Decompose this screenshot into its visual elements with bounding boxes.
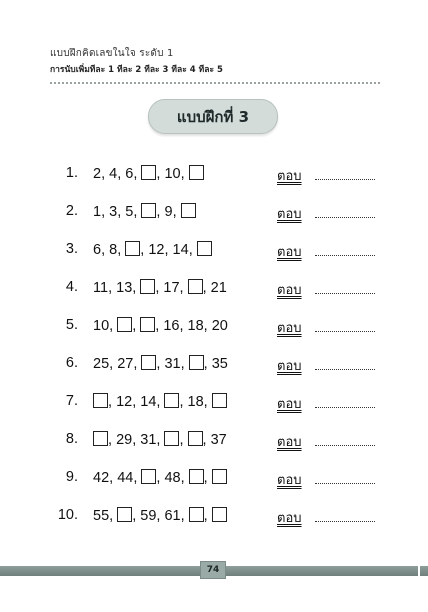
problem-number: 4. <box>65 279 78 295</box>
exercise-title: แบบฝึกที่ 3 <box>148 99 278 134</box>
sequence-separator: , <box>117 166 126 182</box>
answer-label: ตอบ <box>277 434 302 449</box>
blank-answer-box[interactable] <box>197 241 212 256</box>
sequence-separator: , <box>156 356 165 372</box>
problem-row <box>0 315 428 337</box>
answer-line[interactable] <box>315 179 375 180</box>
sequence-separator: , <box>203 394 212 410</box>
answer-label: ตอบ <box>277 472 302 487</box>
sequence-number: 3 <box>109 204 118 220</box>
sequence-separator: , <box>133 356 142 372</box>
sequence-number: 55 <box>93 508 110 524</box>
sequence-separator: , <box>203 318 212 334</box>
blank-answer-box[interactable] <box>140 279 155 294</box>
sequence-separator: , <box>180 166 189 182</box>
header-divider <box>50 82 380 84</box>
sequence-separator: , <box>179 394 188 410</box>
answer-label: ตอบ <box>277 206 302 221</box>
answer-label: ตอบ <box>277 320 302 335</box>
sequence-number: 10 <box>93 318 110 334</box>
sequence-number: 12 <box>148 242 165 258</box>
sequence-number: 8 <box>109 242 118 258</box>
number-sequence <box>93 279 227 296</box>
blank-answer-box[interactable] <box>212 393 227 408</box>
answer-line[interactable] <box>315 217 375 218</box>
sequence-separator: , <box>203 356 212 372</box>
sequence-number: 27 <box>117 356 134 372</box>
number-sequence <box>93 203 196 220</box>
sequence-separator: , <box>132 394 141 410</box>
answer-line[interactable] <box>315 521 375 522</box>
sequence-separator: , <box>101 204 110 220</box>
number-sequence <box>93 431 227 448</box>
answer-line[interactable] <box>315 407 375 408</box>
sequence-separator: , <box>164 242 173 258</box>
blank-answer-box[interactable] <box>189 507 204 522</box>
sequence-number: 1 <box>93 204 102 220</box>
sequence-number: 16 <box>163 318 180 334</box>
number-sequence <box>93 393 227 410</box>
header-series-title: แบบฝึกคิดเลขในใจ ระดับ 1 <box>50 48 174 59</box>
sequence-separator: , <box>172 204 181 220</box>
problem-number: 7. <box>65 393 78 409</box>
problem-row <box>0 201 428 223</box>
sequence-number: 17 <box>163 280 180 296</box>
sequence-separator: , <box>180 356 189 372</box>
sequence-number: 6 <box>125 166 134 182</box>
sequence-separator: , <box>117 242 126 258</box>
sequence-number: 5 <box>125 204 134 220</box>
answer-line[interactable] <box>315 255 375 256</box>
answer-line[interactable] <box>315 369 375 370</box>
answer-label: ตอบ <box>277 510 302 525</box>
blank-answer-box[interactable] <box>117 317 132 332</box>
sequence-separator: , <box>101 242 110 258</box>
sequence-number: 2 <box>93 166 102 182</box>
problem-row <box>0 277 428 299</box>
sequence-number: 42 <box>93 470 110 486</box>
blank-answer-box[interactable] <box>141 165 156 180</box>
sequence-number: 48 <box>164 470 181 486</box>
sequence-separator: , <box>180 470 189 486</box>
number-sequence <box>93 355 228 372</box>
sequence-separator: , <box>156 508 165 524</box>
sequence-separator: , <box>156 432 165 448</box>
sequence-separator: , <box>109 356 118 372</box>
number-sequence <box>93 241 212 258</box>
problem-row <box>0 163 428 185</box>
sequence-separator: , <box>108 432 117 448</box>
answer-line[interactable] <box>315 331 375 332</box>
answer-label: ตอบ <box>277 396 302 411</box>
sequence-separator: , <box>140 242 149 258</box>
sequence-separator: , <box>188 242 197 258</box>
problem-number: 5. <box>65 317 78 333</box>
problem-row <box>0 467 428 489</box>
problem-number: 3. <box>65 241 78 257</box>
problem-number: 9. <box>65 469 78 485</box>
sequence-separator: , <box>180 508 189 524</box>
blank-answer-box[interactable] <box>188 431 203 446</box>
sequence-separator: , <box>155 280 164 296</box>
sequence-number: 11 <box>93 280 109 296</box>
number-sequence <box>93 469 227 486</box>
sequence-separator: , <box>132 280 141 296</box>
blank-answer-box[interactable] <box>141 355 156 370</box>
blank-answer-box[interactable] <box>212 507 227 522</box>
blank-answer-box[interactable] <box>189 469 204 484</box>
sequence-separator: , <box>109 470 118 486</box>
blank-answer-box[interactable] <box>141 203 156 218</box>
blank-answer-box[interactable] <box>141 469 156 484</box>
sequence-number: 31 <box>164 356 181 372</box>
sequence-number: 12 <box>116 394 133 410</box>
blank-answer-box[interactable] <box>93 393 108 408</box>
problem-number: 1. <box>65 165 78 181</box>
sequence-number: 10 <box>164 166 181 182</box>
sequence-number: 13 <box>116 280 133 296</box>
problem-number: 10. <box>57 507 78 523</box>
sequence-separator: , <box>132 318 141 334</box>
sequence-separator: , <box>117 204 126 220</box>
blank-answer-box[interactable] <box>212 469 227 484</box>
sequence-number: 14 <box>140 394 157 410</box>
sequence-separator: , <box>203 508 212 524</box>
sequence-number: 61 <box>164 508 181 524</box>
problem-row <box>0 239 428 261</box>
sequence-separator: , <box>108 280 117 296</box>
number-sequence <box>93 165 204 182</box>
blank-answer-box[interactable] <box>181 203 196 218</box>
answer-label: ตอบ <box>277 168 302 183</box>
sequence-separator: , <box>133 470 142 486</box>
problem-row <box>0 353 428 375</box>
sequence-separator: , <box>156 204 165 220</box>
blank-answer-box[interactable] <box>164 431 179 446</box>
sequence-separator: , <box>202 432 211 448</box>
sequence-separator: , <box>109 508 118 524</box>
answer-label: ตอบ <box>277 358 302 373</box>
sequence-number: 37 <box>210 432 227 448</box>
blank-answer-box[interactable] <box>140 317 155 332</box>
number-sequence <box>93 317 228 334</box>
number-sequence <box>93 507 227 524</box>
blank-answer-box[interactable] <box>164 393 179 408</box>
sequence-number: 4 <box>109 166 118 182</box>
sequence-separator: , <box>132 432 141 448</box>
sequence-number: 35 <box>211 356 228 372</box>
page-number-badge: 74 <box>200 561 226 579</box>
sequence-separator: , <box>156 470 165 486</box>
answer-line[interactable] <box>315 445 375 446</box>
sequence-separator: , <box>179 432 188 448</box>
blank-answer-box[interactable] <box>189 355 204 370</box>
problem-number: 8. <box>65 431 78 447</box>
sequence-number: 6 <box>93 242 102 258</box>
sequence-number: 44 <box>117 470 134 486</box>
sequence-number: 21 <box>210 280 227 296</box>
sequence-separator: , <box>132 508 141 524</box>
sequence-separator: , <box>156 394 165 410</box>
sequence-number: 25 <box>93 356 110 372</box>
sequence-number: 29 <box>116 432 133 448</box>
sequence-separator: , <box>179 280 188 296</box>
sequence-separator: , <box>108 394 117 410</box>
answer-label: ตอบ <box>277 282 302 297</box>
sequence-separator: , <box>133 166 142 182</box>
sequence-separator: , <box>203 470 212 486</box>
sequence-separator: , <box>156 166 165 182</box>
answer-line[interactable] <box>315 293 375 294</box>
answer-line[interactable] <box>315 483 375 484</box>
problem-row <box>0 391 428 413</box>
sequence-number: 18 <box>187 394 204 410</box>
problem-number: 6. <box>65 355 78 371</box>
blank-answer-box[interactable] <box>188 279 203 294</box>
sequence-separator: , <box>101 166 110 182</box>
problem-number: 2. <box>65 203 78 219</box>
header-subtitle: การนับเพิ่มทีละ 1 ทีละ 2 ทีละ 3 ทีละ 4 ทีละ 5 <box>50 65 223 75</box>
sequence-separator: , <box>202 280 211 296</box>
sequence-number: 9 <box>164 204 173 220</box>
problem-row <box>0 505 428 527</box>
sequence-number: 59 <box>140 508 157 524</box>
footer-bar-gap <box>418 564 420 578</box>
blank-answer-box[interactable] <box>93 431 108 446</box>
blank-answer-box[interactable] <box>117 507 132 522</box>
answer-label: ตอบ <box>277 244 302 259</box>
blank-answer-box[interactable] <box>189 165 204 180</box>
sequence-number: 18 <box>187 318 204 334</box>
sequence-separator: , <box>133 204 142 220</box>
blank-answer-box[interactable] <box>125 241 140 256</box>
sequence-number: 31 <box>140 432 157 448</box>
sequence-number: 14 <box>172 242 189 258</box>
problem-row <box>0 429 428 451</box>
sequence-separator: , <box>109 318 118 334</box>
sequence-number: 20 <box>211 318 228 334</box>
sequence-separator: , <box>155 318 164 334</box>
sequence-separator: , <box>179 318 188 334</box>
